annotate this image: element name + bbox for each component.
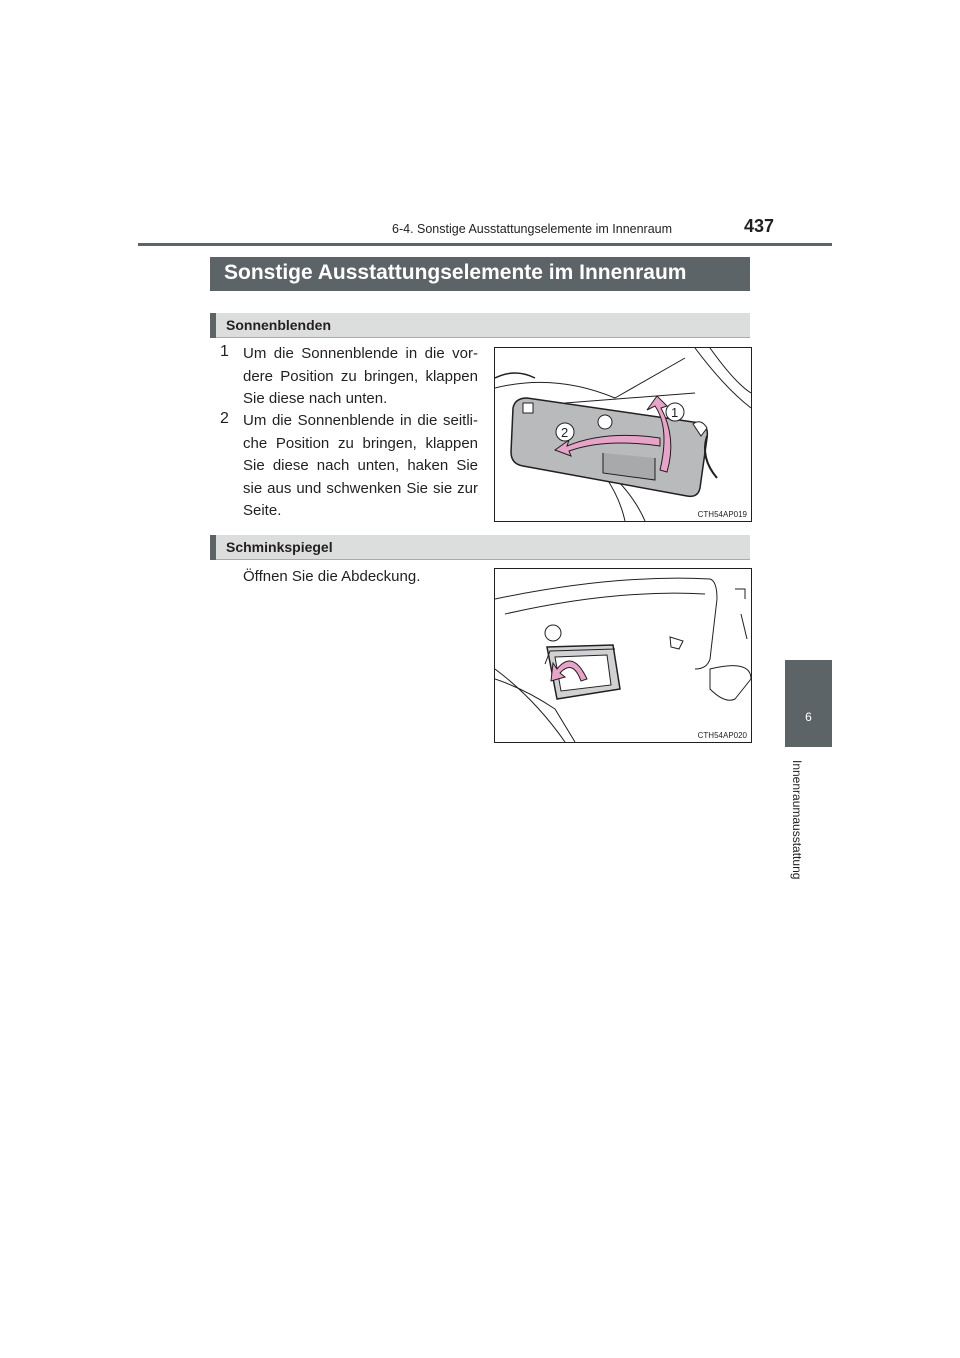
instruction-text: Öffnen Sie die Abdeckung. <box>243 568 421 585</box>
sun-visor-drawing <box>495 348 751 521</box>
section-heading: Schminkspiegel <box>226 539 333 555</box>
header-section-title: 6-4. Sonstige Ausstattungselemente im Innenraum <box>392 222 673 236</box>
header-divider <box>138 243 832 246</box>
chapter-number: 6 <box>805 710 812 724</box>
section-heading-marker <box>210 535 216 560</box>
section-heading-band <box>210 535 750 560</box>
page-title-band <box>210 257 750 291</box>
callout-1: 1 <box>671 405 679 420</box>
section-heading: Sonnenblenden <box>226 317 331 333</box>
callout-2: 2 <box>561 425 569 440</box>
page-number: 437 <box>744 216 775 236</box>
vanity-mirror-drawing <box>495 569 751 742</box>
chapter-label: Innenraumausstattung <box>790 760 804 880</box>
step-number: 2 <box>220 410 229 427</box>
step-number: 1 <box>220 343 229 360</box>
step-text: Um die Sonnenblende in die seitli-che Position zu bringen, klappen Sie diese nach unten, haken Sie sie aus und schwenken Sie sie zur Seite. <box>243 412 478 519</box>
chapter-tab <box>785 660 832 747</box>
step-text: Um die Sonnenblende in die vor-dere Position zu bringen, klappen Sie diese nach unten. <box>243 345 478 407</box>
figure-code: CTH54AP020 <box>697 731 747 740</box>
section-heading-marker <box>210 313 216 338</box>
page-title: Sonstige Ausstattungselemente im Innenraum <box>224 261 687 284</box>
section-heading-band <box>210 313 750 338</box>
vanity-mirror-illustration <box>494 568 752 743</box>
sun-visor-illustration <box>494 347 752 522</box>
figure-code: CTH54AP019 <box>697 510 747 519</box>
